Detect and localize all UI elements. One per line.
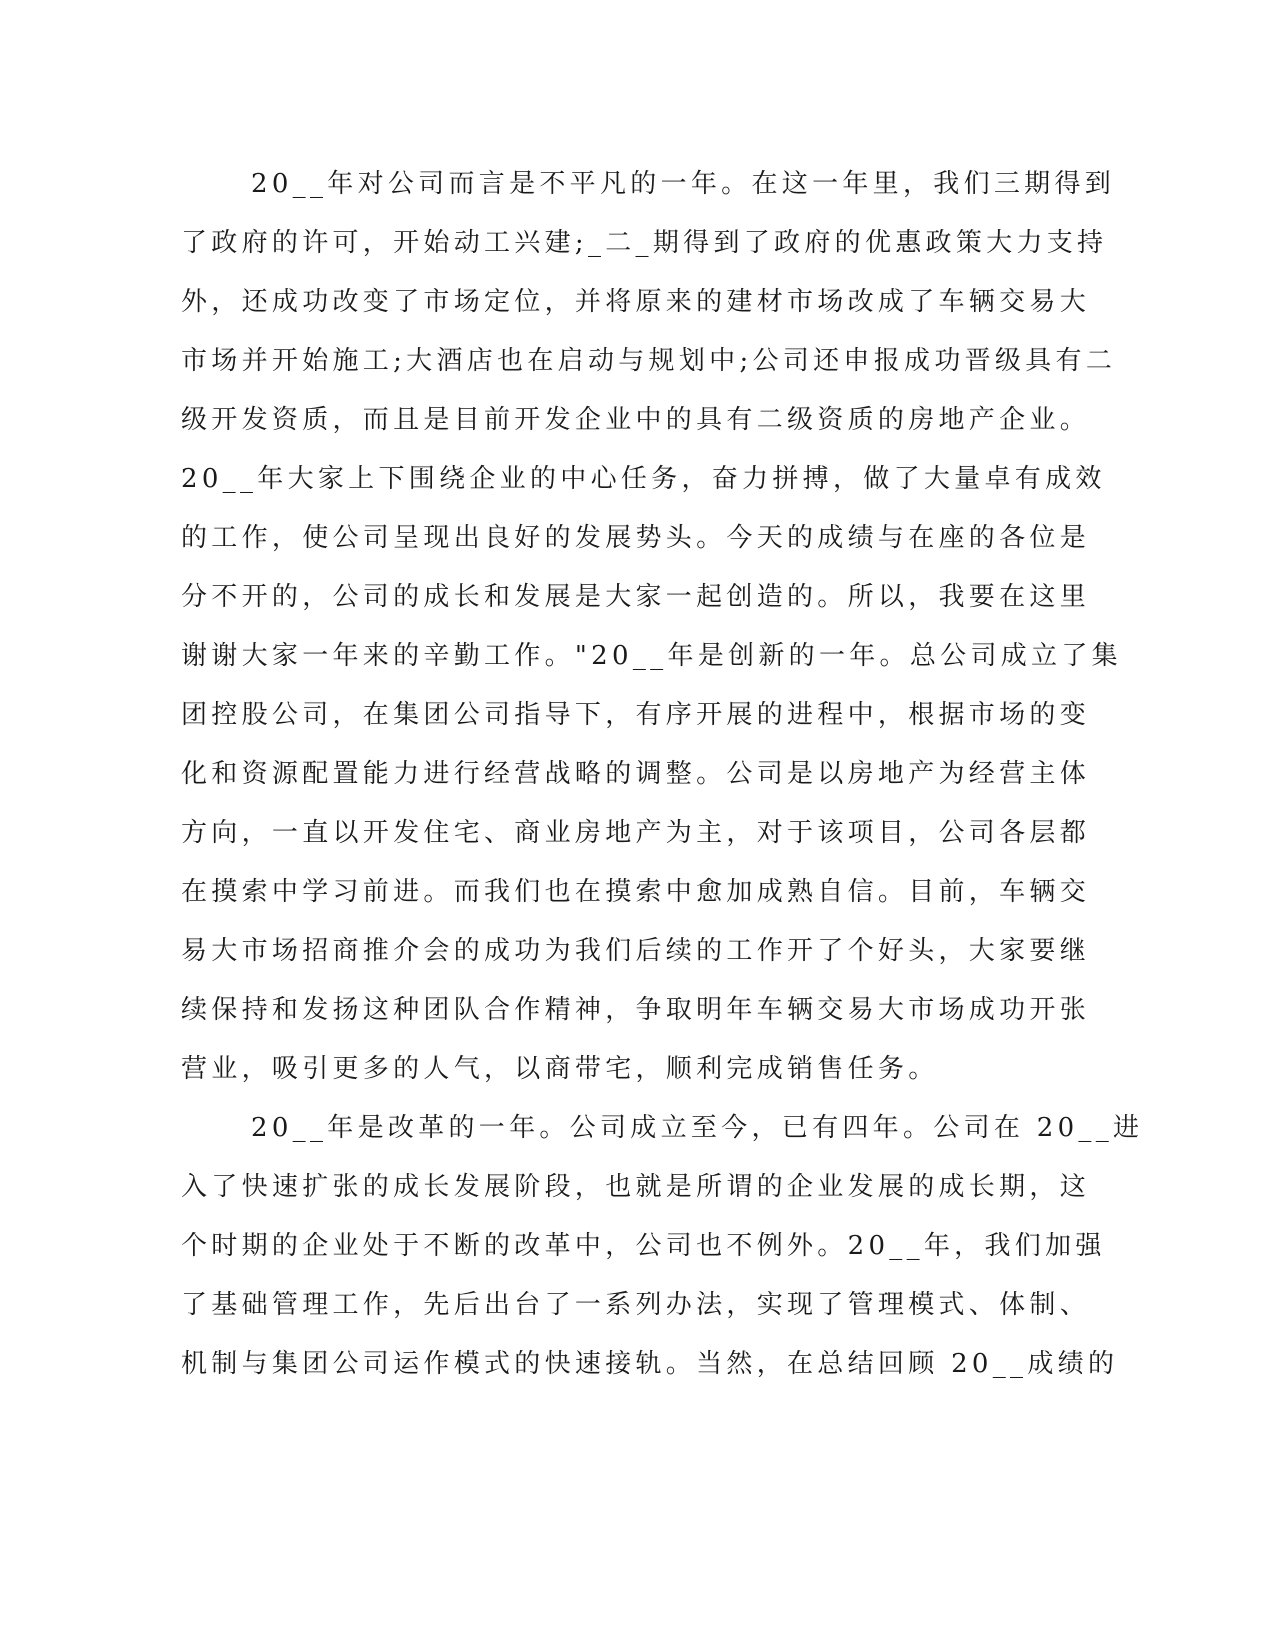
text-line: 续保持和发扬这种团队合作精神，争取明年车辆交易大市场成功开张 <box>181 995 1091 1025</box>
text-line: 在摸索中学习前进。而我们也在摸索中愈加成熟自信。目前，车辆交 <box>181 877 1091 907</box>
text-line: 易大市场招商推介会的成功为我们后续的工作开了个好头，大家要继 <box>181 936 1091 966</box>
text-line: 20__年对公司而言是不平凡的一年。在这一年里，我们三期得到 <box>251 169 1116 199</box>
text-line: 营业，吸引更多的人气，以商带宅，顺利完成销售任务。 <box>181 1054 939 1084</box>
text-line: 分不开的，公司的成长和发展是大家一起创造的。所以，我要在这里 <box>181 582 1091 612</box>
text-line: 机制与集团公司运作模式的快速接轨。当然，在总结回顾 20__成绩的 <box>181 1349 1119 1379</box>
text-line: 方向，一直以开发住宅、商业房地产为主，对于该项目，公司各层都 <box>181 818 1091 848</box>
text-line: 了基础管理工作，先后出台了一系列办法，实现了管理模式、体制、 <box>181 1290 1091 1320</box>
text-line: 的工作，使公司呈现出良好的发展势头。今天的成绩与在座的各位是 <box>181 523 1091 553</box>
text-line: 谢谢大家一年来的辛勤工作。"20__年是创新的一年。总公司成立了集 <box>181 641 1122 671</box>
text-line: 20__年是改革的一年。公司成立至今，已有四年。公司在 20__进 <box>251 1113 1144 1143</box>
body-text <box>181 155 1144 1394</box>
paragraph-1 <box>181 155 1122 1099</box>
text-line: 20__年大家上下围绕企业的中心任务，奋力拼搏，做了大量卓有成效 <box>181 464 1106 494</box>
text-line: 团控股公司，在集团公司指导下，有序开展的进程中，根据市场的变 <box>181 700 1091 730</box>
text-line: 外，还成功改变了市场定位，并将原来的建材市场改成了车辆交易大 <box>181 287 1091 317</box>
text-line: 入了快速扩张的成长发展阶段，也就是所谓的企业发展的成长期，这 <box>181 1172 1091 1202</box>
paragraph-2 <box>181 1099 1144 1394</box>
text-line: 化和资源配置能力进行经营战略的调整。公司是以房地产为经营主体 <box>181 759 1091 789</box>
text-line: 了政府的许可，开始动工兴建;_二_期得到了政府的优惠政策大力支持 <box>181 228 1108 258</box>
text-line: 个时期的企业处于不断的改革中，公司也不例外。20__年，我们加强 <box>181 1231 1106 1261</box>
text-line: 级开发资质，而且是目前开发企业中的具有二级资质的房地产企业。 <box>181 405 1091 435</box>
text-line: 市场并开始施工;大酒店也在启动与规划中;公司还申报成功晋级具有二 <box>181 346 1117 376</box>
